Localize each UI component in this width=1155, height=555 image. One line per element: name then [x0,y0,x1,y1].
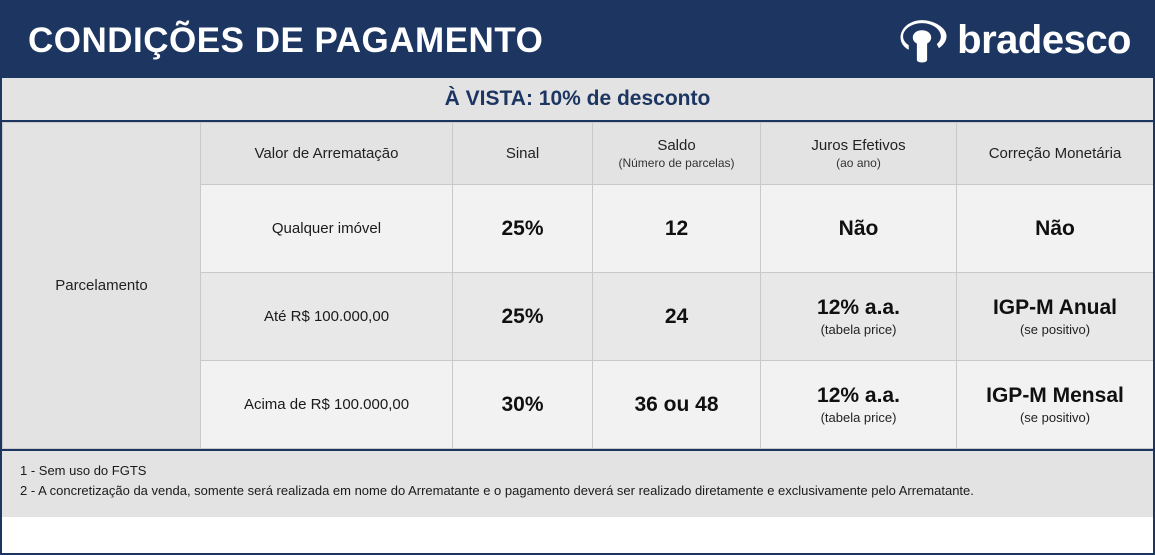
cell-juros-note: (tabela price) [820,410,897,425]
cell-juros-value: 12% a.a. [817,384,900,407]
cell-correcao-note: (se positivo) [1019,322,1091,337]
payment-conditions-table [2,122,1154,449]
column-header-sinal [453,123,593,185]
footnote-2: 2 - A concretização da venda, somente será realizada em nome do Arrematante e o pagamento deverá ser realizado diretamente e exclusivamente pelo Arrematante. [20,482,974,498]
cell-sinal: 30% [453,361,593,449]
column-header-saldo [593,123,761,185]
column-header-juros-subtitle: (ao ano) [836,156,881,170]
cell-correcao [957,185,1154,273]
bradesco-tree-icon [896,17,948,63]
cell-correcao-value: IGP-M Mensal [986,384,1124,407]
cell-juros-value: 12% a.a. [817,296,900,319]
cell-saldo: 12 [593,185,761,273]
column-header-juros-title: Juros Efetivos [811,137,906,154]
column-header-saldo-title: Saldo [657,137,696,154]
row-group-label: Parcelamento [3,123,201,449]
cell-juros-value: Não [838,216,879,240]
document-header [2,2,1153,78]
cell-sinal: 25% [453,185,593,273]
column-header-saldo-subtitle: (Número de parcelas) [618,156,735,170]
column-header-valor [201,123,453,185]
cell-juros [761,273,957,361]
table-header-row [3,123,1154,185]
column-header-valor-title: Valor de Arremataçāo [254,145,399,162]
cell-valor: Até R$ 100.000,00 [201,273,453,361]
cell-sinal: 25% [453,273,593,361]
discount-banner [2,78,1153,122]
cell-juros [761,185,957,273]
discount-banner-text: À VISTA: 10% de desconto [444,87,711,110]
footnote-1: 1 - Sem uso do FGTS [20,463,147,478]
cell-saldo: 36 ou 48 [593,361,761,449]
cell-juros-note: (tabela price) [820,322,897,337]
column-header-sinal-title: Sinal [505,145,540,162]
footnotes [2,449,1153,517]
page-title: CONDIÇÕES DE PAGAMENTO [28,20,544,60]
cell-correcao [957,273,1154,361]
cell-valor: Acima de R$ 100.000,00 [201,361,453,449]
cell-correcao-note: (se positivo) [1019,410,1091,425]
cell-juros [761,361,957,449]
cell-valor: Qualquer imóvel [201,185,453,273]
column-header-juros [761,123,957,185]
cell-correcao-value: IGP-M Anual [992,296,1118,319]
cell-saldo: 24 [593,273,761,361]
cell-correcao [957,361,1154,449]
column-header-correcao [957,123,1154,185]
brand-lockup [896,17,1131,63]
cell-correcao-value: Não [1035,216,1075,240]
column-header-correcao-title: Correção Monetária [988,145,1122,162]
brand-name: bradesco [957,18,1131,62]
